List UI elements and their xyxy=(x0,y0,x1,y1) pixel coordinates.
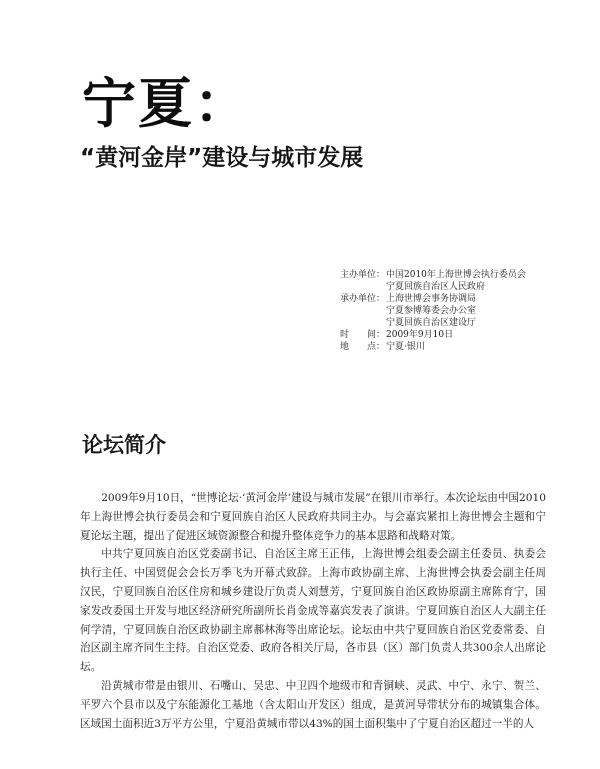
meta-label: 时 间： xyxy=(340,330,386,340)
meta-label: 地 点： xyxy=(340,342,386,352)
meta-value: 宁夏回族自治区建设厅 xyxy=(386,318,477,328)
meta-value: 宁夏·银川 xyxy=(386,342,425,352)
meta-date xyxy=(340,329,526,341)
page-title: 宁夏： xyxy=(82,72,250,135)
meta-host xyxy=(340,293,526,329)
paragraph: 中共宁夏回族自治区党委副书记、自治区主席王正伟，上海世博会组委会副主任委员、执委会执行主任、中国贸促会会长万季飞为开幕式致辞。上海市政协副主席、上海世博会执委会副主任周汉民，宁夏回族自治区住房和城乡建设厅负责人刘慧芳，宁夏回族自治区政协原副主席陈育宁，国家发改委国土开发与地区经济研究所副所长肖金成等嘉宾发表了演讲。宁夏回族自治区人大副主任何学清，宁夏回族自治区政协副主席郝林海等出席论坛。论坛由中共宁夏回族自治区党委常委、自治区副主席齐同生主持。自治区党委、政府各相关厅局，各市县（区）部门负责人共300余人出席论坛。 xyxy=(80,548,546,674)
meta-value: 宁夏参博筹委会办公室 xyxy=(386,306,477,316)
meta-location xyxy=(340,341,526,353)
page-subtitle: “黄河金岸”建设与城市发展 xyxy=(80,145,364,171)
meta-label: 主办单位： xyxy=(340,270,386,280)
meta-value: 中国2010年上海世博会执行委员会 xyxy=(386,270,526,280)
paragraph: 2009年9月10日，“世博论坛·‘黄河金岸’建设与城市发展”在银川市举行。本次论坛由中国2010年上海世博会执行委员会和宁夏回族自治区人民政府共同主办。与会嘉宾紧扣上海世博会主题和宁夏论坛主题，提出了促进区域资源整合和提升整体竞争力的基本思路和战略对策。 xyxy=(80,492,546,542)
body-text xyxy=(80,489,546,733)
paragraph: 沿黄城市带是由银川、石嘴山、吴忠、中卫四个地级市和青铜峡、灵武、中宁、永宁、贺兰、平罗六个县市以及宁东能源化工基地（含太阳山开发区）组成，是黄河导带状分布的城镇集合体。区域国土面积近3万平方公里，宁夏沿黄城市带以43%的国土面积集中了宁夏自治区超过一半的人 xyxy=(80,679,546,730)
meta-label: 承办单位： xyxy=(340,294,386,304)
section-heading: 论坛简介 xyxy=(82,433,166,457)
event-metadata xyxy=(340,269,526,353)
meta-value: 上海世博会事务协调局 xyxy=(386,294,477,304)
meta-value: 宁夏回族自治区人民政府 xyxy=(386,282,486,292)
meta-value: 2009年9月10日 xyxy=(386,330,454,340)
meta-organizer xyxy=(340,269,526,293)
